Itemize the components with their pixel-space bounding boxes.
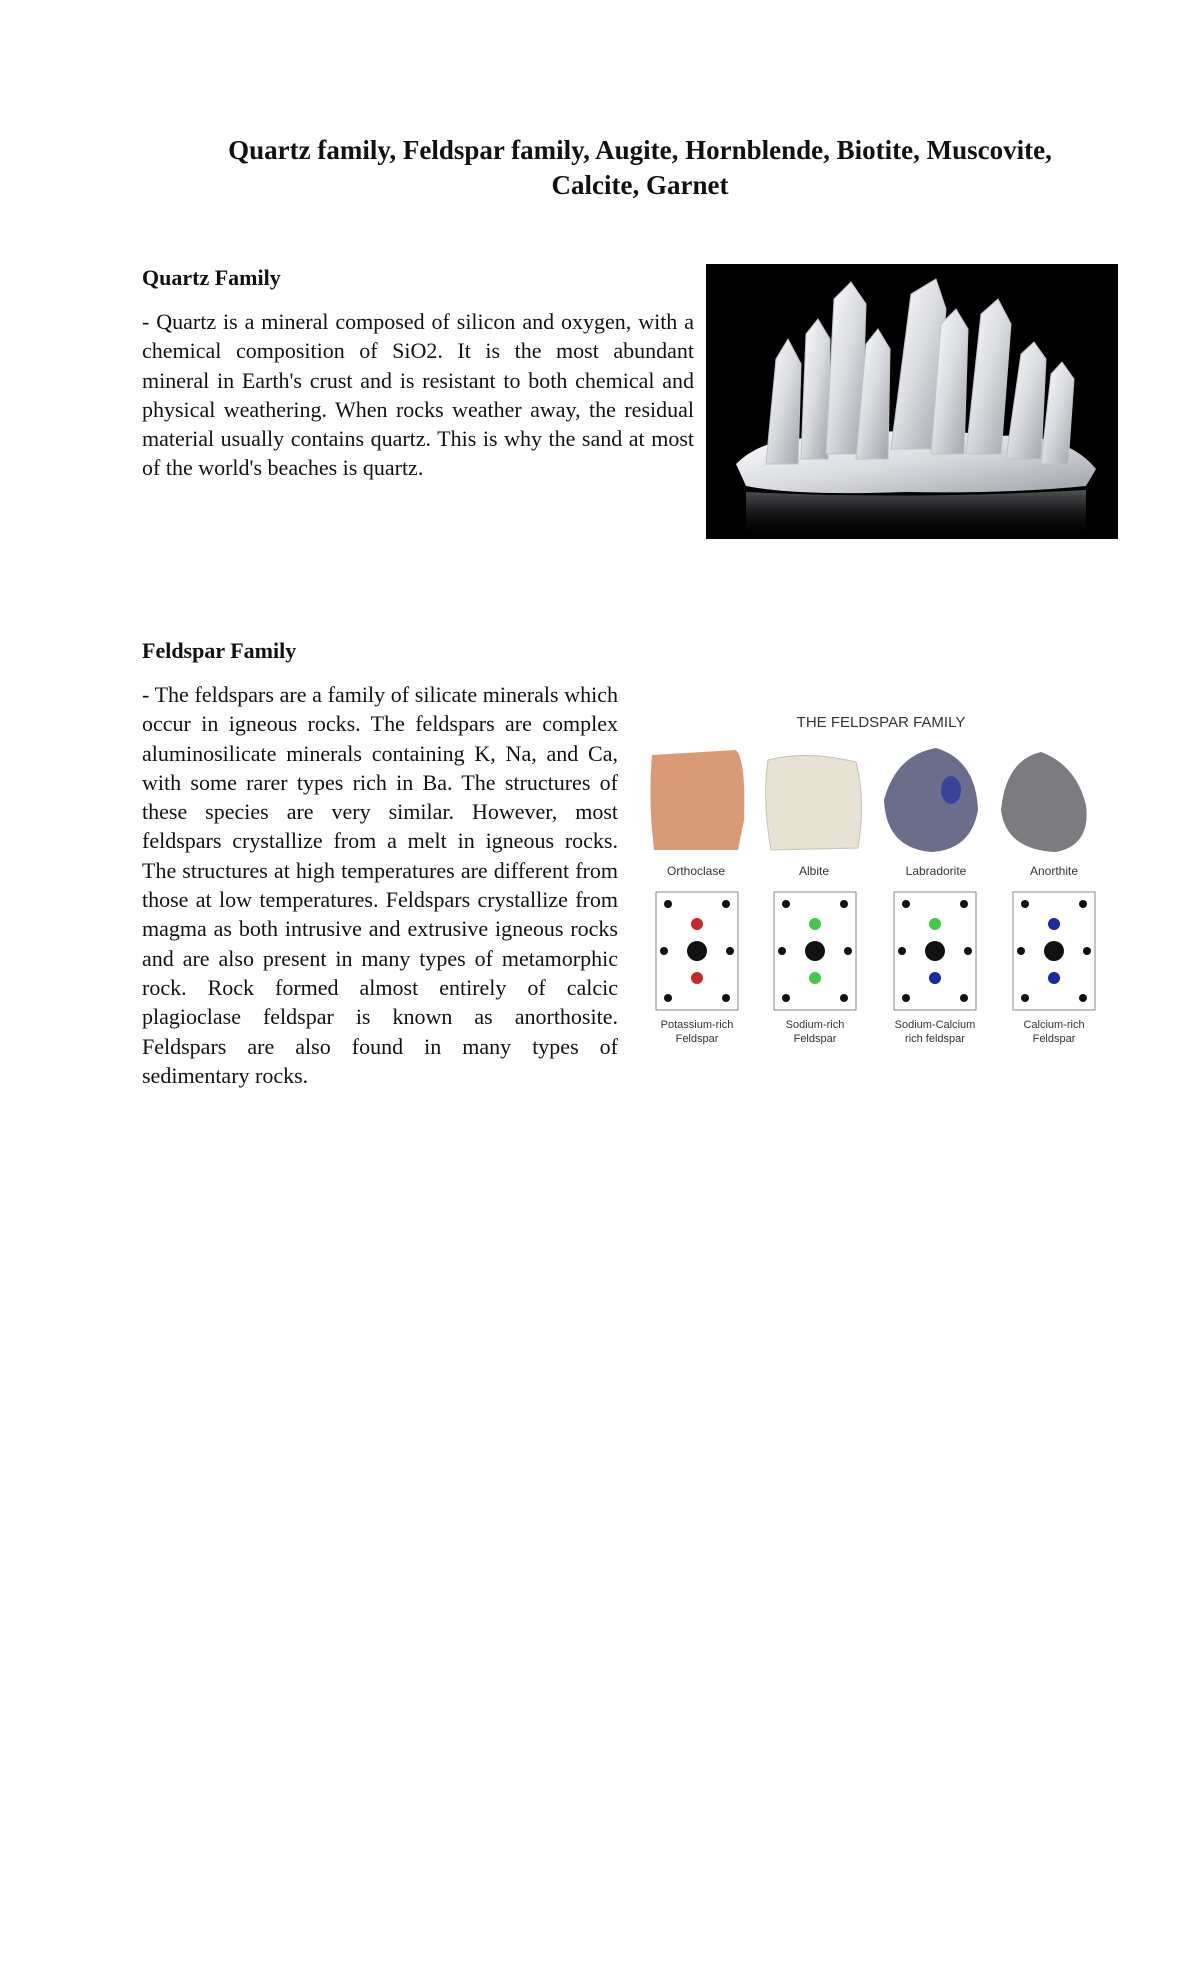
sample-albite <box>766 755 862 878</box>
feldspar-paragraph: - The feldspars are a family of silicate minerals which occur in igneous rocks. The feldspars are complex aluminosilicate minerals containing K, Na, and Ca, with some rarer types rich in Ba. The structures of these species are very similar. However, most feldspars crystallize from a melt in igneous rocks. The structures at high temperatures are different from those at low temperatures. Feldspars crystallize from magma as both intrusive and extrusive igneous rocks and are also present in many types of metamorphic rock. Rock formed almost entirely of calcic plagioclase feldspar is known as anorthosite. Feldspars are also found in many types of sedimentary rocks. <box>142 682 618 1088</box>
quartz-heading: Quartz Family <box>142 265 281 290</box>
sample-label-labradorite: Labradorite <box>905 864 967 878</box>
caption-potassium-line2: Feldspar <box>675 1033 719 1045</box>
caption-calcium-line2: Feldspar <box>1032 1033 1076 1045</box>
sample-label-orthoclase: Orthoclase <box>666 864 726 878</box>
feldspar-family-figure <box>646 700 1116 1075</box>
albite-rock <box>766 755 862 850</box>
quartz-crystal-photo <box>706 264 1118 539</box>
feldspar-heading: Feldspar Family <box>142 638 297 663</box>
lattice-potassium <box>656 892 738 1045</box>
sample-anorthite <box>1001 752 1087 878</box>
lattice-calcium <box>1013 892 1095 1045</box>
sample-orthoclase <box>650 750 744 878</box>
lattice-sodium <box>774 892 856 1045</box>
orthoclase-rock <box>650 750 744 850</box>
feldspar-figure-title: THE FELDSPAR FAMILY <box>796 714 966 731</box>
lattice-sodium-calcium <box>894 892 976 1045</box>
caption-calcium-line1: Calcium-rich <box>1023 1019 1085 1031</box>
quartz-paragraph: - Quartz is a mineral composed of silicon and oxygen, with a chemical composition of SiO2. It is the most abundant mineral in Earth's crust and is resistant to both chemical and physical weathering. When rocks weather away, the residual material usually contains quartz. This is why the sand at most of the world's beaches is quartz. <box>142 309 694 481</box>
anorthite-rock <box>1001 752 1087 852</box>
caption-sodium-calcium-line1: Sodium-Calcium <box>894 1019 976 1031</box>
sample-label-albite: Albite <box>798 864 830 878</box>
page-title: Quartz family, Feldspar family, Augite, Hornblende, Biotite, Muscovite, Calcite, Garnet <box>228 135 1052 200</box>
caption-potassium-line1: Potassium-rich <box>660 1019 734 1031</box>
sample-labradorite <box>884 748 978 878</box>
caption-sodium-line2: Feldspar <box>793 1033 837 1045</box>
sample-label-anorthite: Anorthite <box>1029 864 1079 878</box>
caption-sodium-calcium-line2: rich feldspar <box>905 1033 965 1045</box>
labradorite-rock <box>884 748 978 852</box>
caption-sodium-line1: Sodium-rich <box>785 1019 845 1031</box>
